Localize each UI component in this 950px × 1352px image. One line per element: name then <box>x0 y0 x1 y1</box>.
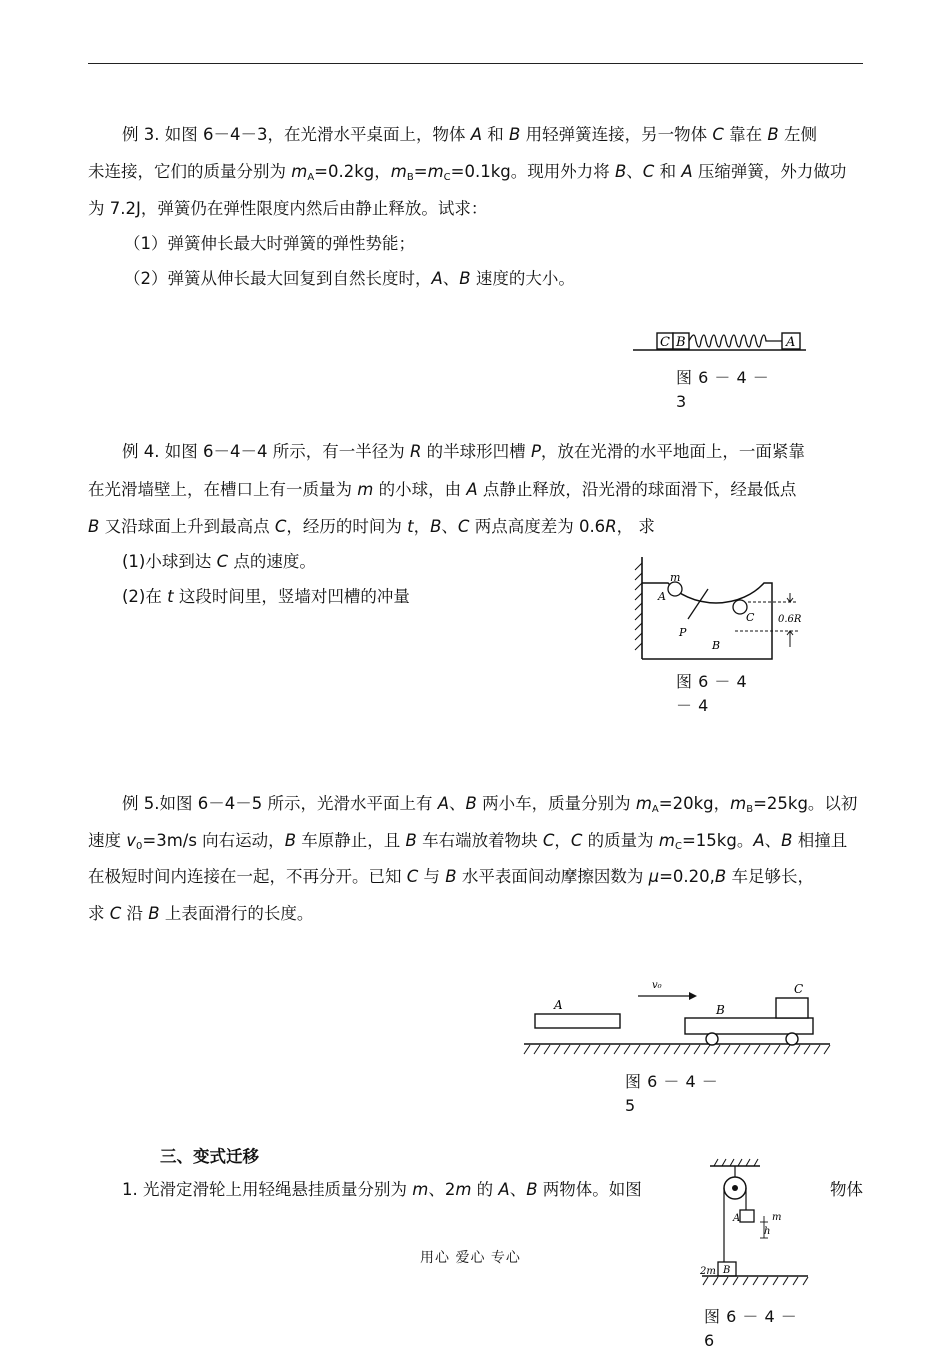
ex4-line-2: 在光滑墙壁上，在槽口上有一质量为 m 的小球，由 A 点静止释放，沿光滑的球面滑下，经最低点 <box>88 480 797 499</box>
fig6-label-2m: 2m <box>700 1266 716 1277</box>
fig5-label-a: A <box>554 998 563 1012</box>
figure-6-4-5 <box>520 976 832 1062</box>
fig4-label-b: B <box>712 639 721 652</box>
figure-6-4-6-caption: 图 6 － 4 － <box>704 1307 798 1326</box>
fig6-label-m: m <box>772 1212 782 1223</box>
ex5-line-4: 求 C 沿 B 上表面滑行的长度。 <box>88 904 314 923</box>
figure-6-4-3-caption: 图 6 － 4 － <box>676 368 770 387</box>
ex4-line-1: 例 4. 如图 6－4－4 所示，有一半径为 R 的半球形凹槽 P，放在光滑的水平地面上，一面紧靠 <box>122 442 805 461</box>
ex3-line-3: 为 7.2J，弹簧仍在弹性限度内然后由静止释放。试求： <box>88 199 488 218</box>
fig5-label-c: C <box>794 982 804 996</box>
ex5-line-2: 速度 $v_0=3m/s$ 向右运动，B 车原静止，且 B 车右端放着物块 C，C 的质量为 $m_C=15kg$。A、B 相撞且 <box>88 831 848 852</box>
ex5-line-1: 例 5.如图 6－4－5 所示，光滑水平面上有 A、B 两小车，质量分别为 $m_A=20kg$，$m_B=25kg$。以初 <box>122 794 858 815</box>
page-footer: 用心 爱心 专心 <box>420 1250 521 1266</box>
ex3-question-2: （2）弹簧从伸长最大回复到自然长度时，A、B 速度的大小。 <box>124 269 575 288</box>
fig6-label-a: A <box>733 1213 741 1224</box>
figure-6-4-4 <box>630 555 820 665</box>
figure-6-4-5-caption: 图 6 － 4 － <box>625 1072 719 1091</box>
fig4-label-c: C <box>746 611 755 624</box>
fig4-label-height: 0.6R <box>778 614 802 625</box>
fig3-label-b: B <box>676 335 686 350</box>
figure-6-4-4-caption-2: － 4 <box>676 696 709 715</box>
figure-6-4-3-caption-2: 3 <box>676 392 687 411</box>
figure-6-4-6-caption-2: 6 <box>704 1331 715 1350</box>
sec3-line-1-end: 物体 <box>830 1180 863 1199</box>
figure-6-4-3 <box>630 328 810 358</box>
fig5-label-v0: v₀ <box>652 980 662 991</box>
figure-6-4-4-caption: 图 6 － 4 <box>676 672 748 691</box>
section-heading: 三、变式迁移 <box>160 1147 259 1166</box>
fig3-label-a: A <box>786 335 796 350</box>
fig4-label-a: A <box>658 590 666 603</box>
fig5-label-b: B <box>716 1003 725 1017</box>
figure-6-4-5-caption-2: 5 <box>625 1096 636 1115</box>
ex3-question-1: （1）弹簧伸长最大时弹簧的弹性势能； <box>124 234 415 253</box>
ex5-line-3: 在极短时间内连接在一起，不再分开。已知 C 与 B 水平表面间动摩擦因数为 μ=0.20,B 车足够长， <box>88 867 814 886</box>
ex3-line-2: 未连接，它们的质量分别为 $m_A=0.2kg$，$m_B=m_C=0.1kg$。现用外力将 B、C 和 A 压缩弹簧，外力做功 <box>88 162 847 183</box>
fig6-label-h: h <box>764 1226 771 1237</box>
ex4-question-2: (2)在 t 这段时间里，竖墙对凹槽的冲量 <box>122 587 410 606</box>
ex4-line-3: B 又沿球面上升到最高点 C，经历的时间为 t，B、C 两点高度差为 0.6R， 求 <box>88 517 655 536</box>
fig3-label-c: C <box>660 335 670 350</box>
fig4-label-p: P <box>679 626 687 639</box>
fig6-label-b: B <box>723 1265 731 1276</box>
header-rule <box>88 63 863 64</box>
fig4-label-m: m <box>670 571 681 584</box>
sec3-line-1: 1. 光滑定滑轮上用轻绳悬挂质量分别为 m、2m 的 A、B 两物体。如图 <box>122 1180 642 1199</box>
ex4-question-1: (1)小球到达 C 点的速度。 <box>122 552 316 571</box>
ex3-line-1: 例 3. 如图 6－4－3，在光滑水平桌面上，物体 A 和 B 用轻弹簧连接，另一物体 C 靠在 B 左侧 <box>122 125 817 144</box>
figure-6-4-6 <box>696 1158 816 1298</box>
